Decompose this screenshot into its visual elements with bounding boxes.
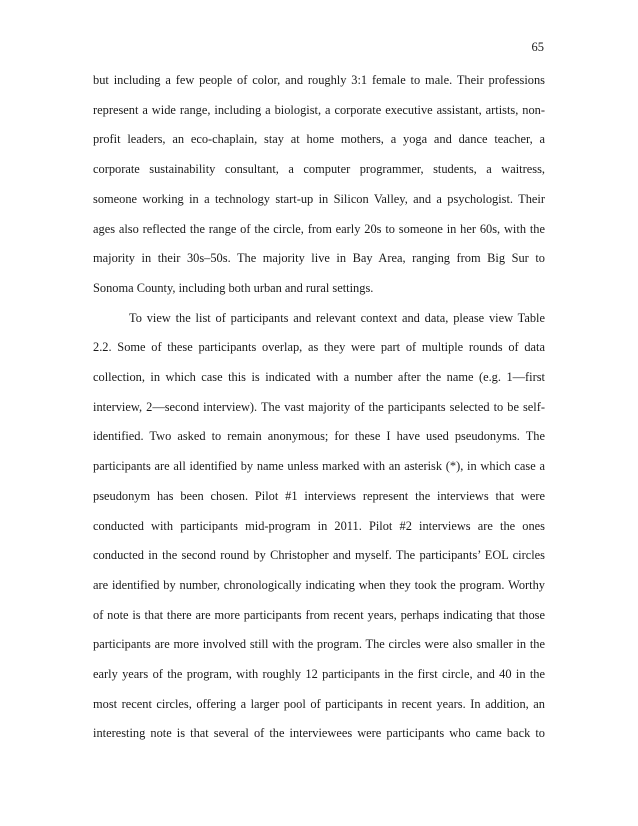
text-line: Sonoma County, including both urban and rural settings.	[93, 280, 374, 295]
page-number: 65	[531, 40, 544, 54]
text-line: someone working in a technology start-up in Silicon Valley, and a psychologist. Their	[93, 191, 545, 206]
text-line: 2.2. Some of these participants overlap, as they were part of multiple rounds of data	[93, 340, 545, 355]
text-line: pseudonym has been chosen. Pilot #1 interviews represent the interviews that were	[93, 488, 545, 503]
text-line: are identified by number, chronologically indicating when they took the program. Worthy	[93, 577, 545, 592]
paragraph	[93, 66, 545, 304]
text-line: corporate sustainability consultant, a computer programmer, students, a waitress,	[93, 162, 545, 177]
text-line: To view the list of participants and relevant context and data, please view Table	[129, 310, 545, 325]
text-line: identified. Two asked to remain anonymous; for these I have used pseudonyms. The	[93, 429, 545, 444]
text-line: collection, in which case this is indicated with a number after the name (e.g. 1—first	[93, 370, 545, 385]
text-line: conducted with participants mid-program in 2011. Pilot #2 interviews are the ones	[93, 518, 545, 533]
text-line: ages also reflected the range of the circle, from early 20s to someone in her 60s, with the	[93, 221, 545, 236]
text-line: represent a wide range, including a biologist, a corporate executive assistant, artists, non-	[93, 102, 545, 117]
text-line: but including a few people of color, and roughly 3:1 female to male. Their professions	[93, 73, 545, 87]
text-line: participants are more involved still with the program. The circles were also smaller in the	[93, 637, 545, 652]
text-line: participants are all identified by name unless marked with an asterisk (*), in which case a	[93, 459, 545, 474]
text-line: early years of the program, with roughly 12 participants in the first circle, and 40 in the	[93, 667, 545, 682]
text-line: interview, 2—second interview). The vast majority of the participants selected to be self-	[93, 399, 545, 414]
text-line: most recent circles, offering a larger pool of participants in recent years. In addition, an	[93, 696, 545, 711]
text-line: conducted in the second round by Christopher and myself. The participants’ EOL circles	[93, 548, 545, 563]
text-line: majority in their 30s–50s. The majority live in Bay Area, ranging from Big Sur to	[93, 251, 545, 266]
text-line: profit leaders, an eco-chaplain, stay at home mothers, a yoga and dance teacher, a	[93, 132, 545, 147]
paragraph	[93, 304, 545, 750]
text-line: of note is that there are more participants from recent years, perhaps indicating that those	[93, 607, 545, 622]
text-line: interesting note is that several of the interviewees were participants who came back to	[93, 726, 545, 741]
document-body	[93, 66, 545, 749]
